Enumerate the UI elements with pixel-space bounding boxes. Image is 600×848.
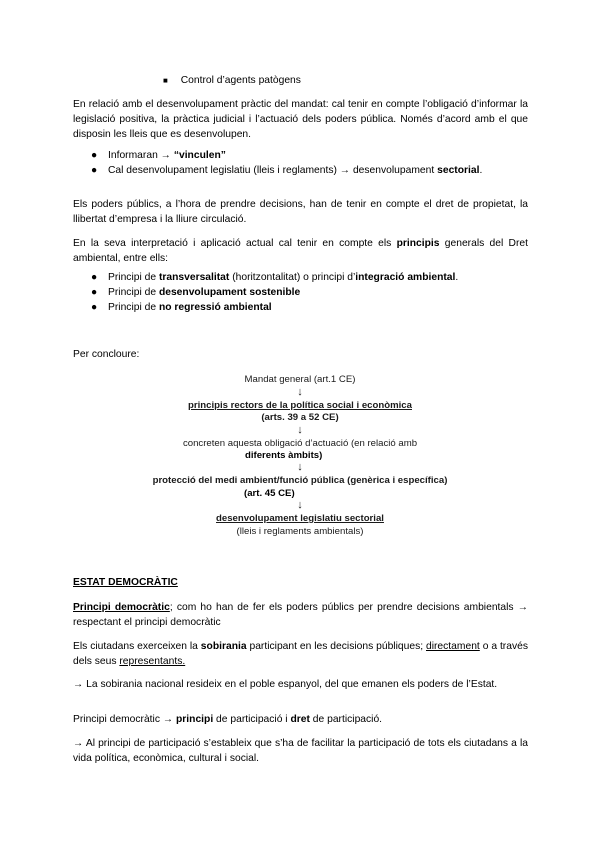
flow-line-3: (arts. 39 a 52 CE): [261, 412, 339, 423]
down-arrow-icon: ↓: [297, 461, 303, 473]
bullet-dot-icon: ●: [91, 302, 98, 313]
paragraph-public-powers: Els poders públics, a l’hora de prendre decisions, han de tenir en compte el dret de propietat, la llibertat d’empresa i la lliure circulació.: [73, 199, 528, 225]
paragraph-participation: Principi democràtic → principi de participació i dret de participació.: [73, 714, 383, 725]
bullet-dot-icon: ●: [91, 287, 98, 298]
flow-line-2: principis rectors de la política social i econòmica: [188, 400, 412, 411]
conclusion-label: Per concloure:: [73, 349, 140, 360]
flow-line-6: protecció del medi ambient/funció pública (genèrica i específica): [152, 475, 448, 486]
list-item: ● Principi de desenvolupament sostenible: [91, 287, 301, 298]
flow-line-7: (art. 45 CE): [244, 488, 295, 499]
paragraph-participation-principle: → Al principi de participació s’estableix que s’ha de facilitar la participació de tots els ciutadans a la vida política, econòmica, cultural i social.: [73, 738, 528, 764]
down-arrow-icon: ↓: [297, 386, 303, 398]
top-list-item-text: Control d’agents patògens: [180, 75, 301, 86]
flow-line-1: Mandat general (art.1 CE): [244, 374, 356, 385]
flow-line-4: concreten aquesta obligació d’actuació (en relació amb: [182, 438, 418, 449]
down-arrow-icon: ↓: [297, 424, 303, 436]
flow-line-9: (lleis i reglaments ambientals): [236, 526, 364, 537]
paragraph-mandate: En relació amb el desenvolupament pràctic del mandat: cal tenir en compte l’obligació d’informar la legislació positiva, la pràctica judicial i l’actuació dels poders pública. Només d’acord amb el que disposin les lleis que es desenvolupen.: [73, 99, 528, 140]
bullet-dot-icon: ●: [91, 272, 98, 283]
paragraph-democratic-principle: Principi democràtic; com ho han de fer els poders públics per prendre decisions ambientals → respectant el principi democràtic: [73, 602, 528, 628]
bullet-dot-icon: ●: [91, 150, 98, 161]
list-item: ● Principi de no regressió ambiental: [91, 302, 272, 313]
flow-line-8: desenvolupament legislatiu sectorial: [216, 513, 384, 524]
list-item: ● Principi de transversalitat (horitzontalitat) o principi d’integració ambiental.: [91, 272, 459, 283]
flow-line-5: diferents àmbits): [245, 450, 323, 461]
list-item: ● Informaran → “vinculen”: [91, 150, 226, 161]
bullet-list-2: [73, 270, 528, 315]
square-bullet-icon: ■: [163, 76, 168, 85]
list-item: ● Cal desenvolupament legislatiu (lleis i reglaments) → desenvolupament sectorial.: [91, 165, 483, 176]
paragraph-sovereignty: Els ciutadans exerceixen la sobirania participant en les decisions públiques; directament o a través dels seus representants.: [73, 641, 528, 667]
down-arrow-icon: ↓: [297, 499, 303, 511]
paragraph-national-sovereignty: → La sobirania nacional resideix en el poble espanyol, del que emanen els poders de l’Estat.: [73, 679, 498, 690]
paragraph-principles: En la seva interpretació i aplicació actual cal tenir en compte els principis generals del Dret ambiental, entre ells:: [73, 238, 528, 264]
bullet-dot-icon: ●: [91, 165, 98, 176]
top-list-item: [163, 73, 301, 88]
section-heading: ESTAT DEMOCRÀTIC: [73, 577, 178, 588]
bullet-list-1: [73, 148, 528, 178]
